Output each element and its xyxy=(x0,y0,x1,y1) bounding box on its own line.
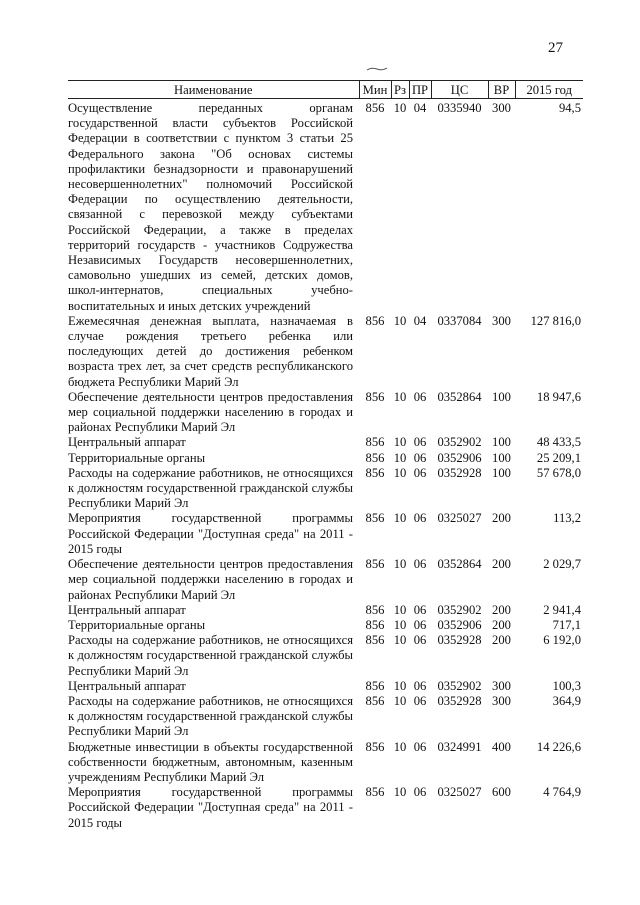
row-name: Мероприятия государственной программы Российской Федерации "Доступная среда" на 2011 - 2015 годы xyxy=(68,785,353,830)
page-number: 27 xyxy=(548,40,563,56)
row-pr: 06 xyxy=(413,678,427,693)
row-pr: 06 xyxy=(413,633,427,648)
row-min: 856 xyxy=(365,435,385,450)
row-pr: 06 xyxy=(413,739,427,754)
row-name: Центральный аппарат xyxy=(68,602,186,617)
row-rz: 10 xyxy=(393,450,407,465)
row-amount: 57 678,0 xyxy=(536,465,581,480)
row-amount: 94,5 xyxy=(558,101,581,115)
budget-table xyxy=(68,80,583,831)
row-vr: 600 xyxy=(492,785,511,800)
table-row xyxy=(68,633,583,679)
table-row xyxy=(68,785,583,831)
row-cs: 0352902 xyxy=(437,602,482,617)
row-vr: 200 xyxy=(492,602,511,617)
row-name: Расходы на содержание работников, не относящихся к должностям государственной гражданской службы Республики Марий Эл xyxy=(68,465,353,511)
row-rz: 10 xyxy=(393,313,407,328)
row-pr: 06 xyxy=(413,435,427,450)
row-rz: 10 xyxy=(393,435,407,450)
row-amount: 127 816,0 xyxy=(530,313,581,328)
row-min: 856 xyxy=(365,465,385,480)
row-min: 856 xyxy=(365,633,385,648)
row-min: 856 xyxy=(365,450,385,465)
row-name: Расходы на содержание работников, не относящихся к должностям государственной гражданской службы Республики Марий Эл xyxy=(68,633,353,678)
row-vr: 400 xyxy=(492,739,511,754)
header-min: Мин xyxy=(359,81,391,99)
row-cs: 0352906 xyxy=(437,617,482,632)
row-rz: 10 xyxy=(393,693,407,708)
row-name: Обеспечение деятельности центров предоставления мер социальной поддержки населению в городах и районах Республики Марий Эл xyxy=(68,557,353,602)
row-amount: 48 433,5 xyxy=(536,435,581,450)
table-row xyxy=(68,740,583,786)
row-amount: 2 029,7 xyxy=(543,557,581,572)
row-rz: 10 xyxy=(393,785,407,800)
header-year: 2015 год xyxy=(515,81,583,99)
row-amount: 14 226,6 xyxy=(536,739,581,754)
header-cs: ЦС xyxy=(431,81,488,99)
row-vr: 100 xyxy=(492,389,511,404)
row-rz: 10 xyxy=(393,511,407,526)
row-name: Осуществление переданных органам государственной власти субъектов Российской Федерации в соответствии с пунктом 3 статьи 25 Федерального закона "Об основах системы профилактики безнадзорности и правонарушений несовершеннолетних" полномочий Российской Федерации по осуществлению деятельности, связанной с перевозкой между субъектами Российской Федерации, а также в пределах территорий государств - участников Содружества Независимых Государств несовершеннолетних, самовольно ушедших из семей, детских домов, школ-интернатов, специальных учебно-воспитательных и иных детских учреждений xyxy=(68,101,353,313)
row-cs: 0325027 xyxy=(437,511,482,526)
table-row xyxy=(68,435,583,450)
table-body xyxy=(68,99,583,831)
row-rz: 10 xyxy=(393,101,407,115)
row-vr: 100 xyxy=(492,435,511,450)
row-rz: 10 xyxy=(393,678,407,693)
row-amount: 4 764,9 xyxy=(543,785,581,800)
table-row xyxy=(68,390,583,436)
row-pr: 04 xyxy=(413,313,427,328)
table-row xyxy=(68,466,583,512)
row-vr: 200 xyxy=(492,511,511,526)
header-rz: Рз xyxy=(391,81,409,99)
table-header xyxy=(68,81,583,99)
row-rz: 10 xyxy=(393,633,407,648)
table-row xyxy=(68,511,583,557)
row-cs: 0352902 xyxy=(437,678,482,693)
row-vr: 300 xyxy=(492,693,511,708)
row-cs: 0324991 xyxy=(437,739,482,754)
table-row xyxy=(68,694,583,740)
row-pr: 06 xyxy=(413,602,427,617)
row-min: 856 xyxy=(365,389,385,404)
row-name: Центральный аппарат xyxy=(68,435,186,450)
row-min: 856 xyxy=(365,602,385,617)
row-vr: 300 xyxy=(492,101,511,115)
row-amount: 364,9 xyxy=(552,693,581,708)
row-pr: 06 xyxy=(413,557,427,572)
row-rz: 10 xyxy=(393,739,407,754)
row-cs: 0335940 xyxy=(437,101,482,115)
row-min: 856 xyxy=(365,101,385,115)
row-pr: 06 xyxy=(413,617,427,632)
row-vr: 300 xyxy=(492,313,511,328)
row-name: Территориальные органы xyxy=(68,450,206,465)
row-rz: 10 xyxy=(393,389,407,404)
row-min: 856 xyxy=(365,693,385,708)
row-pr: 06 xyxy=(413,450,427,465)
row-rz: 10 xyxy=(393,465,407,480)
row-cs: 0352864 xyxy=(437,389,482,404)
row-vr: 200 xyxy=(492,617,511,632)
scan-mark xyxy=(366,66,388,72)
row-min: 856 xyxy=(365,739,385,754)
row-amount: 18 947,6 xyxy=(536,389,581,404)
row-amount: 113,2 xyxy=(553,511,581,526)
row-min: 856 xyxy=(365,678,385,693)
table-row xyxy=(68,603,583,618)
row-amount: 100,3 xyxy=(552,678,581,693)
row-name: Территориальные органы xyxy=(68,617,206,632)
row-name: Центральный аппарат xyxy=(68,678,186,693)
row-vr: 200 xyxy=(492,557,511,572)
header-name: Наименование xyxy=(68,81,359,99)
row-name: Расходы на содержание работников, не относящихся к должностям государственной гражданской службы Республики Марий Эл xyxy=(68,693,353,739)
row-name: Ежемесячная денежная выплата, назначаемая в случае рождения третьего ребенка или последующих детей до достижения ребенком возраста трех лет, за счет средств республиканского бюджета Республики Марий Эл xyxy=(68,313,353,389)
row-cs: 0325027 xyxy=(437,785,482,800)
row-pr: 06 xyxy=(413,785,427,800)
row-cs: 0352928 xyxy=(437,465,482,480)
row-min: 856 xyxy=(365,617,385,632)
row-name: Мероприятия государственной программы Российской Федерации "Доступная среда" на 2011 - 2015 годы xyxy=(68,511,353,556)
row-name: Бюджетные инвестиции в объекты государственной собственности бюджетным, автономным, казенным учреждениям Республики Марий Эл xyxy=(68,739,353,784)
row-min: 856 xyxy=(365,313,385,328)
table-row xyxy=(68,314,583,390)
row-amount: 25 209,1 xyxy=(536,450,581,465)
row-vr: 200 xyxy=(492,633,511,648)
row-amount: 717,1 xyxy=(552,617,581,632)
row-pr: 04 xyxy=(413,101,427,115)
row-vr: 100 xyxy=(492,465,511,480)
header-pr: ПР xyxy=(409,81,431,99)
table-row xyxy=(68,557,583,603)
row-cs: 0352928 xyxy=(437,633,482,648)
row-pr: 06 xyxy=(413,465,427,480)
row-min: 856 xyxy=(365,557,385,572)
table-row xyxy=(68,451,583,466)
row-amount: 2 941,4 xyxy=(543,602,581,617)
row-min: 856 xyxy=(365,511,385,526)
row-cs: 0352906 xyxy=(437,450,482,465)
row-pr: 06 xyxy=(413,511,427,526)
row-pr: 06 xyxy=(413,389,427,404)
row-cs: 0352902 xyxy=(437,435,482,450)
row-rz: 10 xyxy=(393,602,407,617)
row-name: Обеспечение деятельности центров предоставления мер социальной поддержки населению в городах и районах Республики Марий Эл xyxy=(68,389,353,435)
row-cs: 0352864 xyxy=(437,557,482,572)
row-rz: 10 xyxy=(393,557,407,572)
row-pr: 06 xyxy=(413,693,427,708)
row-vr: 300 xyxy=(492,678,511,693)
header-vr: ВР xyxy=(488,81,515,99)
row-vr: 100 xyxy=(492,450,511,465)
row-min: 856 xyxy=(365,785,385,800)
row-rz: 10 xyxy=(393,617,407,632)
row-amount: 6 192,0 xyxy=(543,633,581,648)
row-cs: 0337084 xyxy=(437,313,482,328)
table-row xyxy=(68,679,583,694)
table-row xyxy=(68,618,583,633)
table-row xyxy=(68,99,583,314)
row-cs: 0352928 xyxy=(437,693,482,708)
